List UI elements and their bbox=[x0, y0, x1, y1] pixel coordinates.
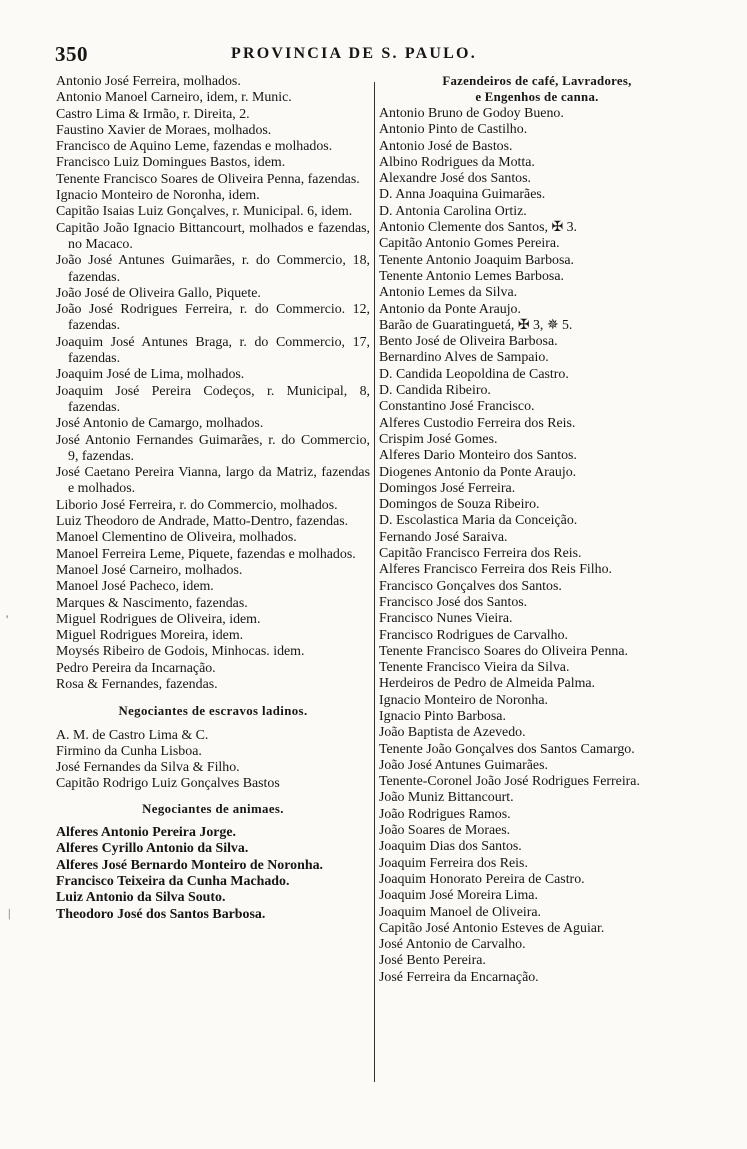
list-entry: Alferes Cyrillo Antonio da Silva. bbox=[56, 841, 249, 857]
list-entry: Joaquim José Antunes Braga, r. do Commercio, 17, fazendas. bbox=[56, 334, 370, 367]
list-entry: Ignacio Monteiro de Noronha. bbox=[379, 692, 548, 708]
list-entry: D. Anna Joaquina Guimarães. bbox=[379, 187, 546, 203]
list-entry: Capitão Francisco Ferreira dos Reis. bbox=[379, 546, 582, 562]
list-entry: Liborio José Ferreira, r. do Commercio, molhados. bbox=[56, 497, 338, 513]
list-entry: Antonio Pinto de Castilho. bbox=[379, 122, 528, 138]
list-entry: Luiz Theodoro de Andrade, Matto-Dentro, fazendas. bbox=[56, 514, 349, 530]
section-heading-animal-traders: Negociantes de animaes. bbox=[142, 801, 284, 816]
list-entry: João José Antunes Guimarães. bbox=[379, 757, 548, 773]
list-entry: Constantino José Francisco. bbox=[379, 399, 535, 415]
list-entry: João Rodrigues Ramos. bbox=[379, 806, 511, 822]
list-entry: Marques & Nascimento, fazendas. bbox=[56, 595, 248, 611]
list-entry: Tenente Francisco Soares do Oliveira Penna. bbox=[379, 643, 628, 659]
list-entry: Domingos José Ferreira. bbox=[379, 480, 516, 496]
list-entry: Joaquim Manoel de Oliveira. bbox=[379, 904, 542, 920]
section-heading-farmers-line2: e Engenhos de canna. bbox=[475, 90, 599, 104]
list-entry: João Soares de Moraes. bbox=[379, 823, 511, 839]
list-entry: D. Candida Ribeiro. bbox=[379, 383, 491, 399]
list-entry: Alferes José Bernardo Monteiro de Noronha. bbox=[56, 857, 323, 873]
list-entry: A. M. de Castro Lima & C. bbox=[56, 727, 209, 743]
list-entry: Alferes Antonio Pereira Jorge. bbox=[56, 825, 237, 841]
list-entry: Moysés Ribeiro de Godois, Minhocas. idem. bbox=[56, 644, 305, 660]
farmers-list bbox=[379, 106, 695, 986]
list-entry: Miguel Rodrigues Moreira, idem. bbox=[56, 628, 244, 644]
list-entry: Theodoro José dos Santos Barbosa. bbox=[56, 906, 266, 922]
list-entry: Francisco Rodrigues de Carvalho. bbox=[379, 627, 569, 643]
list-entry: Alferes Dario Monteiro dos Santos. bbox=[379, 448, 577, 464]
list-entry: Tenente João Gonçalves dos Santos Camargo. bbox=[379, 741, 635, 757]
list-entry: Capitão José Antonio Esteves de Aguiar. bbox=[379, 920, 605, 936]
list-entry: D. Candida Leopoldina de Castro. bbox=[379, 366, 569, 382]
list-entry: Joaquim Ferreira dos Reis. bbox=[379, 855, 528, 871]
list-entry: Antonio José de Bastos. bbox=[379, 138, 513, 154]
list-entry: Barão de Guaratinguetá, ✠ 3, ✵ 5. bbox=[379, 317, 573, 333]
list-entry: João Muniz Bittancourt. bbox=[379, 790, 514, 806]
list-entry: Joaquim Honorato Pereira de Castro. bbox=[379, 871, 585, 887]
section-heading-farmers-line1: Fazendeiros de café, Lavradores, bbox=[442, 74, 632, 88]
page-number: 350 bbox=[55, 42, 88, 66]
list-entry: D. Escolastica Maria da Conceição. bbox=[379, 513, 578, 529]
list-entry: Antonio da Ponte Araujo. bbox=[379, 301, 521, 317]
list-entry: Pedro Pereira da Incarnação. bbox=[56, 660, 216, 676]
list-entry: Fernando José Saraiva. bbox=[379, 529, 508, 545]
list-entry: Tenente Francisco Vieira da Silva. bbox=[379, 660, 570, 676]
list-entry: Domingos de Souza Ribeiro. bbox=[379, 497, 540, 513]
list-entry: Antonio Clemente dos Santos, ✠ 3. bbox=[379, 220, 577, 236]
list-entry: Manoel Clementino de Oliveira, molhados. bbox=[56, 530, 297, 546]
list-entry: Francisco José dos Santos. bbox=[379, 594, 528, 610]
list-entry: Francisco Gonçalves dos Santos. bbox=[379, 578, 562, 594]
list-entry: Capitão Isaias Luiz Gonçalves, r. Municipal. 6, idem. bbox=[56, 204, 353, 220]
list-entry: Tenente Antonio Joaquim Barbosa. bbox=[379, 252, 575, 268]
list-entry: Francisco Luiz Domingues Bastos, idem. bbox=[56, 155, 286, 171]
list-entry: Diogenes Antonio da Ponte Araujo. bbox=[379, 464, 577, 480]
list-entry: Luiz Antonio da Silva Souto. bbox=[56, 890, 226, 906]
list-entry: Faustino Xavier de Moraes, molhados. bbox=[56, 122, 272, 138]
list-entry: Firmino da Cunha Lisboa. bbox=[56, 743, 202, 759]
list-entry: Bento José de Oliveira Barbosa. bbox=[379, 334, 558, 350]
list-entry: João José Rodrigues Ferreira, r. do Commercio. 12, fazendas. bbox=[56, 302, 370, 334]
list-entry: Antonio Lemes da Silva. bbox=[379, 285, 518, 301]
list-entry: José Antonio Fernandes Guimarães, r. do Commercio, 9, fazendas. bbox=[56, 432, 370, 464]
list-entry: Castro Lima & Irmão, r. Direita, 2. bbox=[56, 106, 250, 122]
list-entry: José Antonio de Carvalho. bbox=[379, 937, 526, 953]
list-entry: José Ferreira da Encarnação. bbox=[379, 969, 539, 985]
running-head-title: PROVINCIA DE S. PAULO. bbox=[231, 45, 477, 62]
list-entry: Tenente-Coronel João José Rodrigues Ferreira. bbox=[379, 774, 640, 790]
list-entry: José Antonio de Camargo, molhados. bbox=[56, 416, 264, 432]
section-heading-slave-traders: Negociantes de escravos ladinos. bbox=[118, 704, 308, 719]
list-entry: Alexandre José dos Santos. bbox=[379, 171, 532, 187]
list-entry: Albino Rodrigues da Motta. bbox=[379, 154, 535, 170]
list-entry: José Caetano Pereira Vianna, largo da Matriz, fazendas e molhados. bbox=[56, 465, 370, 497]
list-entry: Joaquim José de Lima, molhados. bbox=[56, 367, 245, 383]
margin-tick: | bbox=[8, 906, 11, 920]
list-entry: Joaquim José Pereira Codeços, r. Municipal, 8, fazendas. bbox=[56, 383, 370, 415]
left-column bbox=[56, 74, 370, 923]
list-entry: Francisco de Aquino Leme, fazendas e molhados. bbox=[56, 139, 333, 155]
list-entry: Bernardino Alves de Sampaio. bbox=[379, 350, 549, 366]
right-column bbox=[379, 74, 695, 986]
list-entry: Ignacio Pinto Barbosa. bbox=[379, 708, 506, 724]
list-entry: João José de Oliveira Gallo, Piquete. bbox=[56, 285, 261, 301]
list-entry: Antonio Bruno de Godoy Bueno. bbox=[379, 106, 564, 121]
list-entry: Miguel Rodrigues de Oliveira, idem. bbox=[56, 611, 261, 627]
list-entry: Joaquim Dias dos Santos. bbox=[379, 839, 522, 855]
margin-tick: ' bbox=[6, 612, 9, 626]
list-entry: Alferes Custodio Ferreira dos Reis. bbox=[379, 415, 576, 431]
list-entry: Capitão Rodrigo Luiz Gonçalves Bastos bbox=[56, 776, 280, 792]
list-entry: Francisco Nunes Vieira. bbox=[379, 611, 513, 627]
list-entry: Alferes Francisco Ferreira dos Reis Filho. bbox=[379, 562, 613, 578]
list-entry: Antonio José Ferreira, molhados. bbox=[56, 74, 241, 89]
page-header bbox=[55, 42, 695, 68]
list-entry: José Fernandes da Silva & Filho. bbox=[56, 760, 240, 776]
animal-traders-list bbox=[56, 825, 370, 923]
list-entry: Manoel Ferreira Leme, Piquete, fazendas e molhados. bbox=[56, 546, 356, 562]
merchant-list bbox=[56, 74, 370, 693]
slave-traders-list bbox=[56, 728, 370, 793]
list-entry: Capitão João Ignacio Bittancourt, molhados e fazendas, no Macaco. bbox=[56, 220, 370, 252]
list-entry: João Baptista de Azevedo. bbox=[379, 725, 526, 741]
list-entry: Rosa & Fernandes, fazendas. bbox=[56, 676, 218, 692]
list-entry: José Bento Pereira. bbox=[379, 953, 486, 969]
list-entry: Ignacio Monteiro de Noronha, idem. bbox=[56, 188, 260, 204]
list-entry: Joaquim José Moreira Lima. bbox=[379, 888, 538, 904]
list-entry: Manoel José Pacheco, idem. bbox=[56, 579, 214, 595]
list-entry: Francisco Teixeira da Cunha Machado. bbox=[56, 873, 290, 889]
list-entry: Herdeiros de Pedro de Almeida Palma. bbox=[379, 676, 596, 692]
list-entry: Capitão Antonio Gomes Pereira. bbox=[379, 236, 560, 252]
list-entry: Tenente Antonio Lemes Barbosa. bbox=[379, 268, 564, 284]
column-divider bbox=[374, 82, 375, 1082]
list-entry: D. Antonia Carolina Ortiz. bbox=[379, 203, 527, 219]
list-entry: Antonio Manoel Carneiro, idem, r. Munic. bbox=[56, 90, 292, 106]
list-entry: Tenente Francisco Soares de Oliveira Penna, fazendas. bbox=[56, 171, 360, 187]
list-entry: Manoel José Carneiro, molhados. bbox=[56, 562, 243, 578]
list-entry: João José Antunes Guimarães, r. do Commercio, 18, fazendas. bbox=[56, 253, 370, 285]
list-entry: Crispim José Gomes. bbox=[379, 431, 498, 447]
